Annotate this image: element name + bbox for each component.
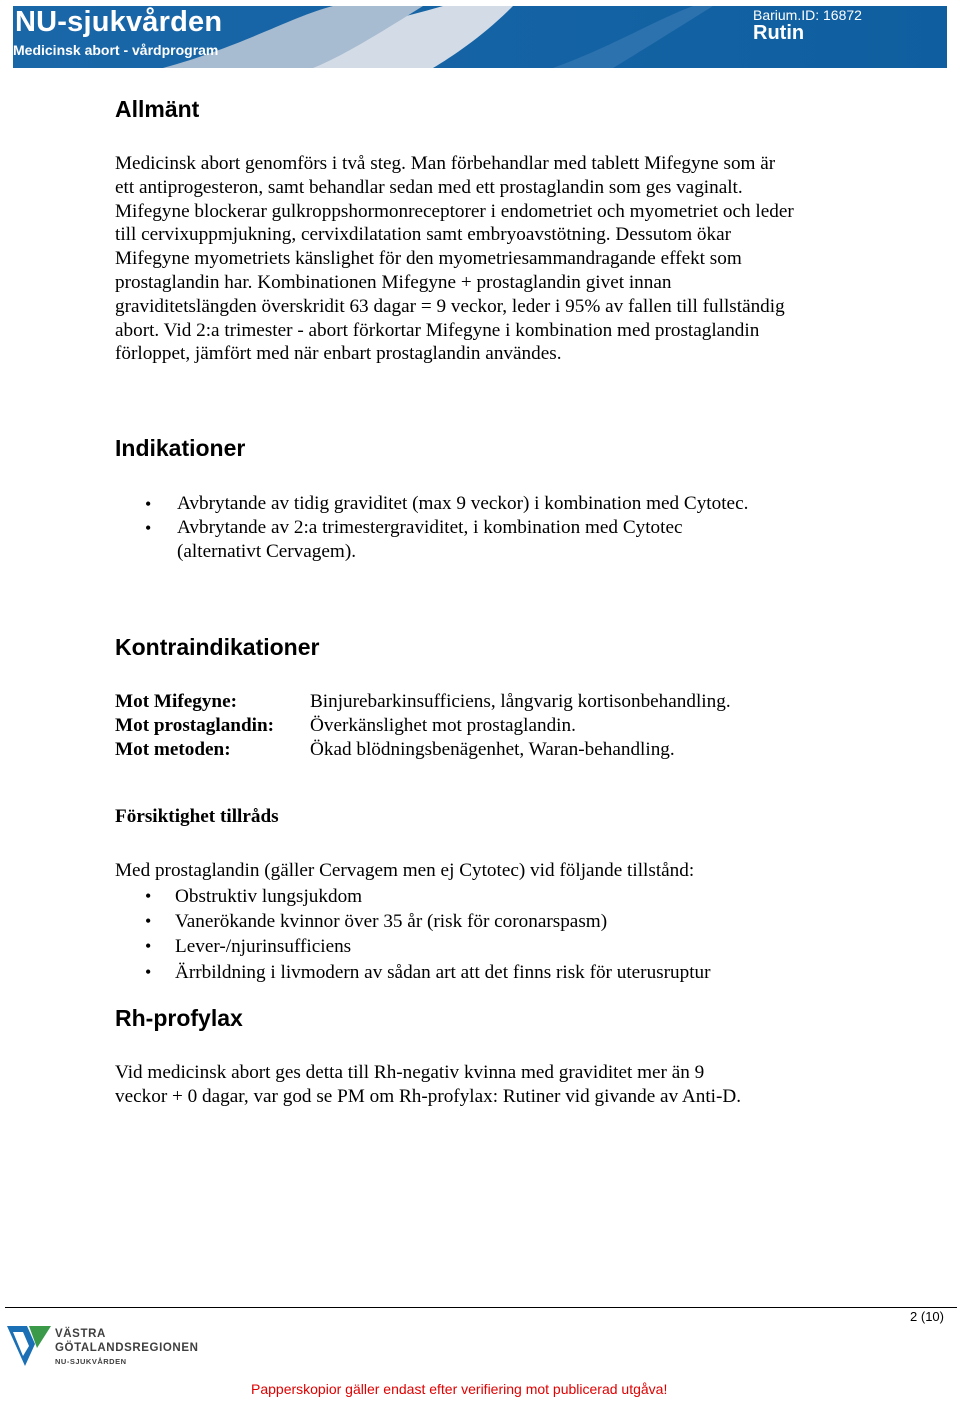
header-banner xyxy=(13,6,947,68)
list-item: • Vanerökande kvinnor över 35 år (risk för coronarspasm) xyxy=(115,909,815,934)
indications-list xyxy=(115,492,755,564)
logo-text-line1: VÄSTRA xyxy=(55,1328,106,1340)
heading-caution: Försiktighet tillråds xyxy=(115,806,279,827)
footer-disclaimer: Papperskopior gäller endast efter verifiering mot publicerad utgåva! xyxy=(251,1381,668,1397)
caution-list xyxy=(115,884,815,985)
page-number: 2 (10) xyxy=(910,1309,944,1324)
contra-value: Binjurebarkinsufficiens, långvarig kortisonbehandling. xyxy=(310,691,731,712)
contra-label: Mot metoden: xyxy=(115,738,231,760)
document-id: Barium.ID: 16872 xyxy=(753,7,862,23)
logo-text-line2: GÖTALANDSREGIONEN xyxy=(55,1342,199,1354)
table-row xyxy=(115,690,731,714)
org-name: NU-sjukvården xyxy=(15,6,223,38)
contra-label: Mot prostaglandin: xyxy=(115,714,275,736)
footer-divider xyxy=(5,1307,957,1308)
contra-value: Överkänslighet mot prostaglandin. xyxy=(310,714,576,736)
list-item: • Avbrytande av 2:a trimestergraviditet, i kombination med Cytotec (alternativt Cervagem). xyxy=(115,516,755,564)
general-paragraph: Medicinsk abort genomförs i två steg. Man förbehandlar med tablett Mifegyne som är ett antiprogesteron, samt behandlar sedan med ett prostaglandin som ges vaginalt. Mifegyne blockerar gulkroppshormonreceptorer i endometriet och myometriet och leder till cervixuppmjukning, cervixdilatation samt embryoavstötning. Dessutom ökar Mifegyne myometriets känslighet för den myometriesammandragande effekt som prostaglandin har. Kombinationen Mifegyne + prostaglandin givet innan graviditetslängden överskridit 63 dagar = 9 veckor, leder i 95% av fallen till fullständig abort. Vid 2:a trimester - abort förkortar Mifegyne i kombination med prostaglandin förloppet, jämfört med när enbart prostaglandin användes. xyxy=(115,153,794,365)
heading-rh-prophylaxis: Rh-profylax xyxy=(115,1005,243,1031)
heading-contraindications: Kontraindikationer xyxy=(115,634,320,660)
logo-text-line3: NU-SJUKVÅRDEN xyxy=(55,1357,127,1366)
document-type: Rutin xyxy=(753,22,805,44)
rh-paragraph: Vid medicinsk abort ges detta till Rh-negativ kvinna med graviditet mer än 9 veckor + 0 dagar, var god se PM om Rh-profylax: Rutiner vid givande av Anti-D. xyxy=(115,1062,742,1107)
list-item: • Obstruktiv lungsjukdom xyxy=(115,884,815,909)
list-item: • Lever-/njurinsufficiens xyxy=(115,934,815,959)
table-row xyxy=(115,738,731,762)
contraindications-table xyxy=(115,690,731,761)
region-logo xyxy=(5,1322,235,1370)
region-logo-icon xyxy=(5,1322,53,1368)
contra-value: Ökad blödningsbenägenhet, Waran-behandling. xyxy=(310,738,675,760)
contra-label: Mot Mifegyne: xyxy=(115,691,238,712)
heading-indications: Indikationer xyxy=(115,435,246,461)
list-item: • Avbrytande av tidig graviditet (max 9 veckor) i kombination med Cytotec. xyxy=(115,492,755,516)
heading-general: Allmänt xyxy=(115,96,200,122)
document-subtitle: Medicinsk abort - vårdprogram xyxy=(13,42,219,58)
caution-intro: Med prostaglandin (gäller Cervagem men ej Cytotec) vid följande tillstånd: xyxy=(115,860,695,881)
list-item: • Ärrbildning i livmodern av sådan art att det finns risk för uterusruptur xyxy=(115,960,815,985)
table-row xyxy=(115,714,731,738)
